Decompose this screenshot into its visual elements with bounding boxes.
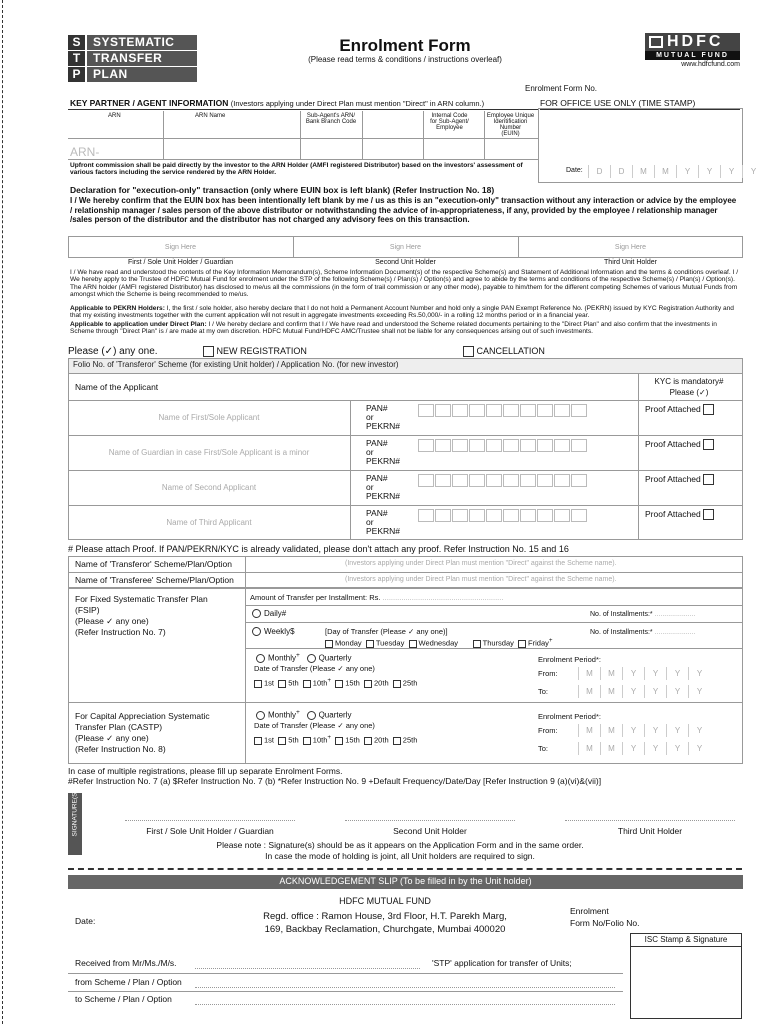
new-registration-option[interactable] xyxy=(203,346,307,357)
period-cell[interactable]: Y xyxy=(688,742,710,755)
transfer-date-label: 20th xyxy=(374,678,389,688)
proof-attached[interactable] xyxy=(645,509,714,520)
friday-default-mark: + xyxy=(548,637,553,644)
transfer-date-checkbox[interactable] xyxy=(364,737,372,745)
wednesday-checkbox[interactable] xyxy=(409,640,417,648)
pan-cell[interactable] xyxy=(469,509,485,522)
period-cell[interactable]: Y xyxy=(688,685,710,698)
pan-cell[interactable] xyxy=(571,509,587,522)
to-period-cells[interactable] xyxy=(578,685,710,698)
pekrn-text: I, the first / sole holder, also hereby declare that I do not hold a Permanent Account Number and hold only a single PAN Exempt Reference No. (PEKRN) issued by KYC Registration Authority and that my existing investments together with the current application will not result in aggregate investments exceeding Rs.50,000/- in a rolling 12 months period or in a financial year. xyxy=(70,305,734,320)
cut-line xyxy=(2,0,3,1024)
office-use-label: FOR OFFICE USE ONLY (TIME STAMP) xyxy=(540,98,696,108)
transfer-date-options[interactable] xyxy=(254,677,422,688)
monthly-option[interactable] xyxy=(256,709,351,720)
date-cell[interactable]: D xyxy=(610,165,632,178)
amount-label-text: Amount of Transfer per Installment: Rs. xyxy=(250,593,381,602)
transfer-date-checkbox[interactable] xyxy=(278,737,286,745)
daily-label: Daily# xyxy=(264,609,287,618)
quarterly-label: Quarterly xyxy=(318,710,352,720)
from-scheme-label: from Scheme / Plan / Option xyxy=(75,977,182,987)
pan-cell[interactable] xyxy=(537,404,553,417)
period-cell[interactable]: Y xyxy=(644,724,666,737)
kyc-mandatory: KYC is mandatory# xyxy=(654,377,724,386)
signature-note-1: Please note : Signature(s) should be as it appears on the Application Form and in the same order. xyxy=(216,840,584,850)
period-cell[interactable]: Y xyxy=(666,685,688,698)
or-text: or xyxy=(366,482,374,492)
pan-cell[interactable] xyxy=(435,404,451,417)
pan-cell[interactable] xyxy=(452,404,468,417)
day-options[interactable] xyxy=(325,637,553,648)
new-registration-label: NEW REGISTRATION xyxy=(216,346,307,356)
pekrn-heading: Applicable to PEKRN Holders: xyxy=(70,305,165,312)
pan-label xyxy=(366,439,400,466)
or-text: or xyxy=(366,447,374,457)
fsip-label: For Fixed Systematic Transfer Plan (FSIP) (Please ✓ any one) (Refer Instruction No. 7) xyxy=(75,594,208,637)
quarterly-radio[interactable] xyxy=(307,711,316,720)
pan-cell[interactable] xyxy=(452,474,468,487)
transfer-date-checkbox[interactable] xyxy=(364,680,372,688)
pan-cell[interactable] xyxy=(503,509,519,522)
thursday-checkbox[interactable] xyxy=(473,640,481,648)
from-label: From: xyxy=(538,669,558,678)
transfer-date-checkbox[interactable] xyxy=(393,737,401,745)
proof-checkbox[interactable] xyxy=(703,404,714,415)
pekrn-text: PEKRN# xyxy=(366,491,401,501)
stp-badge xyxy=(68,35,197,83)
pan-cell[interactable] xyxy=(571,404,587,417)
direct-plan-heading: Applicable to application under Direct Plan: xyxy=(70,321,207,328)
day-friday: Friday xyxy=(528,638,549,648)
installments-daily[interactable]: No. of Installments:* ..................... xyxy=(590,611,696,618)
pan-cell[interactable] xyxy=(452,439,468,452)
monthly-default-mark: + xyxy=(296,652,300,659)
pan-cell[interactable] xyxy=(503,474,519,487)
sign-here-2[interactable]: Sign Here xyxy=(389,244,422,251)
period-cell[interactable]: Y xyxy=(688,724,710,737)
pan-label xyxy=(366,474,400,501)
name-of-applicant-heading: Name of the Applicant xyxy=(75,382,159,392)
castp-label: For Capital Appreciation Systematic Transfer Plan (CASTP) (Please ✓ any one) (Refer Instruction No. 8) xyxy=(75,711,210,754)
proof-attached[interactable] xyxy=(645,404,714,415)
multiple-registrations-note: In case of multiple registrations, please fill up separate Enrolment Forms. xyxy=(68,766,343,776)
date-cell[interactable]: Y xyxy=(720,165,742,178)
date-cells[interactable] xyxy=(588,165,764,178)
pan-cell[interactable] xyxy=(520,509,536,522)
monthly-label: Monthly xyxy=(268,710,297,720)
sig-holder-2[interactable]: Second Unit Holder xyxy=(393,826,467,836)
date-cell[interactable]: M xyxy=(632,165,654,178)
period-cell[interactable]: M xyxy=(600,724,622,737)
weekly-radio[interactable] xyxy=(252,627,261,636)
pan-cell[interactable] xyxy=(537,439,553,452)
to-label: To: xyxy=(538,744,549,753)
arn-input[interactable]: ARN- xyxy=(70,145,100,159)
installments-label: No. of Installments:* xyxy=(590,611,653,618)
pan-cell[interactable] xyxy=(520,474,536,487)
pekrn-text: PEKRN# xyxy=(366,421,401,431)
enrolment-period-label: Enrolment Period*: xyxy=(538,655,601,664)
daily-radio[interactable] xyxy=(252,609,261,618)
transfer-date-label: 25th xyxy=(402,678,418,688)
pan-cell[interactable] xyxy=(554,474,570,487)
transfer-date-label: 1st xyxy=(264,735,275,745)
proof-label: Proof Attached xyxy=(645,509,701,519)
day-of-transfer-label: [Day of Transfer (Please ✓ any one)] xyxy=(325,627,448,636)
date-cell[interactable]: Y xyxy=(742,165,764,178)
pan-cell[interactable] xyxy=(486,509,502,522)
period-cell[interactable]: M xyxy=(578,685,600,698)
ack-enrolment: Enrolment xyxy=(570,906,609,916)
period-cell[interactable]: M xyxy=(600,742,622,755)
period-cell[interactable]: M xyxy=(578,667,600,680)
applicant-name-input[interactable]: Name of Second Applicant xyxy=(161,483,257,492)
declaration-heading: Declaration for "execution-only" transaction (only where EUIN box is left blank) (Refer Instruction No. 18) xyxy=(70,185,495,195)
pan-cell[interactable] xyxy=(486,474,502,487)
cancellation-label: CANCELLATION xyxy=(476,346,545,356)
date-label: Date: xyxy=(566,167,583,174)
pan-text: PAN# xyxy=(366,403,388,413)
pekrn-paragraph xyxy=(70,305,742,320)
transfer-date-options[interactable] xyxy=(254,734,422,745)
logo-text: HDFC xyxy=(667,33,724,50)
upfront-commission-text: Upfront commission shall be paid directly by the investor to the ARN Holder (AMFI registered Distributor) based on the investors' assessment of various factors including the service rendered by the ARN Holder. xyxy=(70,162,523,177)
ack-address-2: 169, Backbay Reclamation, Churchgate, Mumbai 400020 xyxy=(264,924,506,935)
letter-s: S xyxy=(68,35,85,50)
proof-label: Proof Attached xyxy=(645,404,701,414)
date-cell[interactable]: Y xyxy=(698,165,720,178)
amount-label[interactable]: Amount of Transfer per Installment: Rs. .......................................................... xyxy=(250,593,504,602)
date-cell[interactable]: D xyxy=(588,165,610,178)
received-from: Received from Mr/Ms./M/s. xyxy=(75,958,177,968)
transfer-date-checkbox[interactable] xyxy=(335,737,343,745)
from-label: From: xyxy=(538,726,558,735)
transferor-label: Name of 'Transferor' Scheme/Plan/Option xyxy=(75,559,232,569)
transfer-date-label: 25th xyxy=(402,735,418,745)
weekly-label: Weekly$ xyxy=(264,627,295,636)
period-cell[interactable]: M xyxy=(600,667,622,680)
decl-holder-1: First / Sole Unit Holder / Guardian xyxy=(127,259,234,266)
ack-org: HDFC MUTUAL FUND xyxy=(339,896,431,906)
sig-holder-3[interactable]: Third Unit Holder xyxy=(617,826,683,836)
transferor-input[interactable]: (Investors applying under Direct Plan must mention "Direct" against the Scheme name). xyxy=(345,560,617,567)
period-cell[interactable]: Y xyxy=(622,685,644,698)
pan-cell[interactable] xyxy=(554,439,570,452)
proof-label: Proof Attached xyxy=(645,474,701,484)
signature-side-label: SIGNATURE(S) xyxy=(71,790,79,837)
monthly-radio[interactable] xyxy=(256,711,265,720)
date-default-mark: + xyxy=(327,734,332,741)
period-cell[interactable]: M xyxy=(578,742,600,755)
logo-url: www.hdfcfund.com xyxy=(681,61,740,68)
instruction-refs-note: #Refer Instruction No. 7 (a) $Refer Instruction No. 7 (b) *Refer Instruction No. 9 +Default Frequency/Date/Day [Refer Instruction 9 (a)(vi)&(vii)] xyxy=(68,776,602,786)
proof-checkbox[interactable] xyxy=(703,474,714,485)
pan-cell[interactable] xyxy=(554,404,570,417)
received-from-field[interactable] xyxy=(195,968,420,969)
transfer-date-checkbox[interactable] xyxy=(303,737,311,745)
pekrn-text: PEKRN# xyxy=(366,526,401,536)
attach-proof-note: # Please attach Proof. If PAN/PEKRN/KYC is already validated, please don't attach any proof. Refer Instruction No. 15 and 16 xyxy=(68,544,569,554)
col-arn-name: ARN Name xyxy=(195,113,226,119)
tuesday-checkbox[interactable] xyxy=(366,640,374,648)
proof-attached[interactable] xyxy=(645,439,714,450)
hdfc-logo xyxy=(645,33,740,68)
pan-cell[interactable] xyxy=(418,509,434,522)
proof-attached[interactable] xyxy=(645,474,714,485)
day-thursday: Thursday xyxy=(482,638,514,648)
to-period-cells[interactable] xyxy=(578,742,710,755)
please-select-label: Please (✓) any one. xyxy=(68,346,158,357)
period-cell[interactable]: M xyxy=(578,724,600,737)
pan-cells[interactable] xyxy=(418,404,588,417)
pan-cell[interactable] xyxy=(418,404,434,417)
sign-here-3[interactable]: Sign Here xyxy=(614,244,647,251)
pan-cell[interactable] xyxy=(503,439,519,452)
pan-cell[interactable] xyxy=(469,474,485,487)
transfer-date-label: 15th xyxy=(345,735,360,745)
enrolment-period-label: Enrolment Period*: xyxy=(538,712,601,721)
page-title: Enrolment Form xyxy=(339,36,471,55)
or-text: or xyxy=(366,517,374,527)
monthly-label: Monthly xyxy=(268,653,297,663)
letter-t: T xyxy=(68,51,85,66)
to-scheme-field[interactable] xyxy=(195,1004,615,1005)
weekly-option[interactable] xyxy=(252,627,295,636)
period-cell[interactable]: Y xyxy=(666,742,688,755)
col-arn: ARN xyxy=(108,113,121,119)
decl-holder-2: Second Unit Holder xyxy=(375,259,436,266)
col-subagent: Sub-Agent's ARN/ Bank Branch Code xyxy=(305,113,357,125)
new-registration-checkbox[interactable] xyxy=(203,346,214,357)
pan-text: PAN# xyxy=(366,508,388,518)
pan-cell[interactable] xyxy=(554,509,570,522)
date-default-mark: + xyxy=(327,677,332,684)
day-wednesday: Wednesday xyxy=(418,638,459,648)
partner-heading xyxy=(70,98,484,108)
applicant-name-input[interactable]: Name of Third Applicant xyxy=(166,518,252,527)
pan-cell[interactable] xyxy=(435,474,451,487)
period-cell[interactable]: Y xyxy=(622,724,644,737)
to-scheme-label: to Scheme / Plan / Option xyxy=(75,994,172,1004)
pan-text: PAN# xyxy=(366,473,388,483)
transfer-date-checkbox[interactable] xyxy=(303,680,311,688)
transfer-date-checkbox[interactable] xyxy=(335,680,343,688)
pan-cell[interactable] xyxy=(537,474,553,487)
kyc-please: Please (✓) xyxy=(669,388,709,397)
direct-plan-text: I / We hereby declare and confirm that I / We have read and understood the Scheme related documents pertaining to the "Direct Plan" and also confirm that the investments in Scheme through "Direct Plan" is / are made at my own discretion. HDFC Mutual Fund/HDFC AMC/Trustee shall not be liable for any consequences arising out of such investments. xyxy=(70,321,717,336)
sign-here-1[interactable]: Sign Here xyxy=(164,244,197,251)
word-systematic: SYSTEMATIC xyxy=(87,35,197,50)
day-tuesday: Tuesday xyxy=(375,638,405,648)
cut-here-line xyxy=(68,868,742,870)
pan-cell[interactable] xyxy=(503,404,519,417)
proof-checkbox[interactable] xyxy=(703,509,714,520)
period-cell[interactable]: Y xyxy=(666,724,688,737)
period-cell[interactable]: Y xyxy=(644,685,666,698)
pan-cell[interactable] xyxy=(435,509,451,522)
isc-stamp-label: ISC Stamp & Signature xyxy=(630,935,742,947)
transferee-input[interactable]: (Investors applying under Direct Plan must mention "Direct" against the Scheme name). xyxy=(345,576,617,583)
pan-cell[interactable] xyxy=(520,439,536,452)
pan-cell[interactable] xyxy=(571,439,587,452)
proof-checkbox[interactable] xyxy=(703,439,714,450)
date-of-transfer-label: Date of Transfer (Please ✓ any one) xyxy=(254,721,375,730)
folio-row[interactable]: Folio No. of 'Transferor' Scheme (for existing Unit holder) / Application No. (for new investor) xyxy=(69,359,742,373)
transfer-date-label: 5th xyxy=(288,678,299,688)
period-cell[interactable]: Y xyxy=(622,742,644,755)
date-cell[interactable]: Y xyxy=(676,165,698,178)
ack-address-1: Regd. office : Ramon House, 3rd Floor, H.T. Parekh Marg, xyxy=(263,911,507,922)
transfer-date-label: 10th xyxy=(312,735,328,745)
transfer-date-label: 10th xyxy=(312,678,328,688)
transfer-date-label: 20th xyxy=(374,735,389,745)
pan-cell[interactable] xyxy=(520,404,536,417)
from-period-cells[interactable] xyxy=(578,724,710,737)
signature-note-2: In case the mode of holding is joint, all Unit holders are required to sign. xyxy=(265,851,535,861)
transfer-date-label: 5th xyxy=(288,735,299,745)
pan-label xyxy=(366,509,400,536)
partner-heading-text: KEY PARTNER / AGENT INFORMATION xyxy=(70,98,229,108)
transfer-date-label: 1st xyxy=(264,678,275,688)
page-subtitle: (Please read terms & conditions / instructions overleaf) xyxy=(308,55,502,64)
col-internal: Internal Code for Sub-Agent/ Employee xyxy=(430,113,469,131)
pan-cells[interactable] xyxy=(418,439,588,452)
pan-cell[interactable] xyxy=(469,404,485,417)
from-scheme-field[interactable] xyxy=(195,987,615,988)
pan-cell[interactable] xyxy=(571,474,587,487)
pan-text: PAN# xyxy=(366,438,388,448)
declaration-text: I / We hereby confirm that the EUIN box has been intentionally left blank by me / us as this is an "execution-only" transaction without any interaction or advice by the employee / relationship manager / sales person of the above distributor or notwithstanding the advice of in-appropriateness, if any, provided by the employee / relationship manager /sales person of the distributor and the distributor has not charged any advisory fees on this transaction. xyxy=(70,196,737,224)
quarterly-label: Quarterly xyxy=(318,653,352,663)
enrolment-no-label: Enrolment Form No. xyxy=(525,84,598,93)
sig-holder-1[interactable]: First / Sole Unit Holder / Guardian xyxy=(146,826,274,836)
logo-square-icon xyxy=(649,36,663,48)
letter-p: P xyxy=(68,67,85,82)
day-monday: Monday xyxy=(335,638,362,648)
pekrn-text: PEKRN# xyxy=(366,456,401,466)
pan-cells[interactable] xyxy=(418,509,588,522)
applicant-name-input[interactable]: Name of Guardian in case First/Sole Applicant is a minor xyxy=(108,448,310,457)
ack-form-no[interactable]: Form No/Folio No. xyxy=(570,918,640,928)
transfer-date-checkbox[interactable] xyxy=(254,680,262,688)
monthly-default-mark: + xyxy=(296,709,300,716)
pan-cell[interactable] xyxy=(486,404,502,417)
or-text: or xyxy=(366,412,374,422)
pan-label xyxy=(366,404,400,431)
proof-label: Proof Attached xyxy=(645,439,701,449)
ack-heading: ACKNOWLEDGEMENT SLIP (To be filled in by the Unit holder) xyxy=(68,875,743,889)
pan-cell[interactable] xyxy=(435,439,451,452)
from-period-cells[interactable] xyxy=(578,667,710,680)
installments-label: No. of Installments:* xyxy=(590,629,653,636)
date-of-transfer-label: Date of Transfer (Please ✓ any one) xyxy=(254,664,375,673)
pan-cells[interactable] xyxy=(418,474,588,487)
terms-paragraph: I / We have read and understood the contents of the Key Information Memorandum(s), Scheme Information Document(s) of the respective Scheme(s) and Statement of Additional Information and the terms & conditions overleaf. I / We hereby apply to the Trustee of HDFC Mutual Fund for enrolment under the STP of the following Scheme(s) / Plan(s) / Option(s) and agree to abide by the terms and conditions of the respective Scheme(s) / Plan(s) / Option(s). The ARN holder (AMFI registered Distributor) has disclosed to me/us all the commissions (in the form of trail commission or any other mode), payable to him/them for the different competing Schemes of various Mutual Funds from amongst which the Scheme is being recommended to me/us. xyxy=(70,269,739,299)
period-cell[interactable]: Y xyxy=(688,667,710,680)
to-label: To: xyxy=(538,687,549,696)
transferee-label: Name of 'Transferee' Scheme/Plan/Option xyxy=(75,575,234,585)
partner-heading-note: (Investors applying under Direct Plan must mention "Direct" in ARN column.) xyxy=(230,99,485,108)
period-cell[interactable]: Y xyxy=(622,667,644,680)
transfer-date-checkbox[interactable] xyxy=(254,737,262,745)
monthly-radio[interactable] xyxy=(256,654,265,663)
pan-cell[interactable] xyxy=(418,439,434,452)
ack-date[interactable]: Date: xyxy=(75,916,96,926)
pan-cell[interactable] xyxy=(418,474,434,487)
monday-checkbox[interactable] xyxy=(325,640,333,648)
pan-cell[interactable] xyxy=(537,509,553,522)
word-transfer: TRANSFER xyxy=(87,51,197,66)
col-euin: Employee Unique Identification Number (EUIN) xyxy=(486,113,535,137)
period-cell[interactable]: Y xyxy=(644,742,666,755)
transfer-date-label: 15th xyxy=(345,678,360,688)
transfer-date-checkbox[interactable] xyxy=(393,680,401,688)
quarterly-radio[interactable] xyxy=(307,654,316,663)
cancellation-option[interactable] xyxy=(463,346,545,357)
period-cell[interactable]: M xyxy=(600,685,622,698)
direct-plan-paragraph xyxy=(70,321,742,336)
word-plan: PLAN xyxy=(87,67,197,82)
date-cell[interactable]: M xyxy=(654,165,676,178)
monthly-option[interactable] xyxy=(256,652,351,663)
transfer-date-checkbox[interactable] xyxy=(278,680,286,688)
pan-cell[interactable] xyxy=(452,509,468,522)
installments-weekly[interactable]: No. of Installments:* ..................... xyxy=(590,629,696,636)
period-cell[interactable]: Y xyxy=(666,667,688,680)
logo-subtext: MUTUAL FUND xyxy=(645,51,740,60)
period-cell[interactable]: Y xyxy=(644,667,666,680)
decl-holder-3: Third Unit Holder xyxy=(604,259,657,266)
pan-cell[interactable] xyxy=(469,439,485,452)
pan-cell[interactable] xyxy=(486,439,502,452)
daily-option[interactable] xyxy=(252,609,286,618)
applicant-name-input[interactable]: Name of First/Sole Applicant xyxy=(158,413,260,422)
friday-checkbox[interactable] xyxy=(518,640,526,648)
stp-application-label: 'STP' application for transfer of Units; xyxy=(432,958,572,968)
cancellation-checkbox[interactable] xyxy=(463,346,474,357)
